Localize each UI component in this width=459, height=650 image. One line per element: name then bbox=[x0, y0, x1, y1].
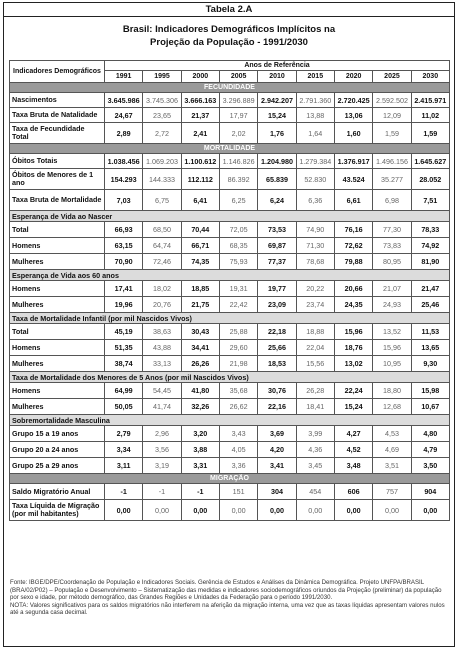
value-cell: -1 bbox=[105, 484, 143, 500]
table-row bbox=[10, 442, 450, 458]
title-line-2: Projeção da População - 1991/2030 bbox=[150, 36, 308, 48]
value-cell: 13,88 bbox=[296, 108, 334, 123]
table-row bbox=[10, 356, 450, 372]
value-cell: 26,28 bbox=[296, 383, 334, 399]
row-label: Mulheres bbox=[10, 399, 105, 415]
table-row bbox=[10, 500, 450, 521]
value-cell: 7,03 bbox=[105, 190, 143, 211]
title-line-1: Brasil: Indicadores Demográficos Implícitos na bbox=[122, 24, 336, 35]
value-cell: -1 bbox=[181, 484, 219, 500]
value-cell: 75,93 bbox=[219, 254, 257, 270]
table-row bbox=[10, 340, 450, 356]
section-band-migracao bbox=[10, 474, 450, 484]
value-cell: 4,69 bbox=[373, 442, 411, 458]
value-cell: 3.645.986 bbox=[105, 93, 143, 108]
value-cell: 13,06 bbox=[334, 108, 372, 123]
value-cell: 3,34 bbox=[105, 442, 143, 458]
value-cell: 54,45 bbox=[143, 383, 181, 399]
value-cell: 15,96 bbox=[334, 324, 372, 340]
value-cell: 66,71 bbox=[181, 238, 219, 254]
row-label: Grupo 20 a 24 anos bbox=[10, 442, 105, 458]
table-row bbox=[10, 222, 450, 238]
value-cell: 78,68 bbox=[296, 254, 334, 270]
value-cell: 0,00 bbox=[373, 500, 411, 521]
value-cell: 74,35 bbox=[181, 254, 219, 270]
value-cell: 10,67 bbox=[411, 399, 449, 415]
value-cell: 15,24 bbox=[258, 108, 296, 123]
row-label: Taxa Bruta de Mortalidade bbox=[10, 190, 105, 211]
value-cell: 3,31 bbox=[181, 458, 219, 474]
value-cell: 68,35 bbox=[219, 238, 257, 254]
value-cell: 3,43 bbox=[219, 426, 257, 442]
row-label: Total bbox=[10, 324, 105, 340]
value-cell: 4,80 bbox=[411, 426, 449, 442]
year-header: 2020 bbox=[334, 71, 372, 83]
value-cell: 3,51 bbox=[373, 458, 411, 474]
value-cell: 10,95 bbox=[373, 356, 411, 372]
value-cell: 13,02 bbox=[334, 356, 372, 372]
years-header: Anos de Referência bbox=[105, 61, 450, 71]
value-cell: 80,95 bbox=[373, 254, 411, 270]
value-cell: 1.100.612 bbox=[181, 154, 219, 169]
value-cell: 22,18 bbox=[258, 324, 296, 340]
value-cell: 26,26 bbox=[181, 356, 219, 372]
value-cell: 11,02 bbox=[411, 108, 449, 123]
value-cell: 73,53 bbox=[258, 222, 296, 238]
value-cell: 35,68 bbox=[219, 383, 257, 399]
value-cell: 21,47 bbox=[411, 281, 449, 297]
value-cell: 29,60 bbox=[219, 340, 257, 356]
value-cell: 1,59 bbox=[373, 123, 411, 144]
year-header: 2000 bbox=[181, 71, 219, 83]
value-cell: 3,41 bbox=[258, 458, 296, 474]
value-cell: 3,20 bbox=[181, 426, 219, 442]
value-cell: 23,65 bbox=[143, 108, 181, 123]
value-cell: 2,96 bbox=[143, 426, 181, 442]
value-cell: 0,00 bbox=[258, 500, 296, 521]
value-cell: 72,46 bbox=[143, 254, 181, 270]
indicators-table bbox=[9, 60, 450, 521]
value-cell: 1.376.917 bbox=[334, 154, 372, 169]
table-row bbox=[10, 426, 450, 442]
value-cell: 20,22 bbox=[296, 281, 334, 297]
value-cell: 4,27 bbox=[334, 426, 372, 442]
value-cell: 21,37 bbox=[181, 108, 219, 123]
value-cell: 4,36 bbox=[296, 442, 334, 458]
value-cell: 32,26 bbox=[181, 399, 219, 415]
value-cell: 1.279.384 bbox=[296, 154, 334, 169]
value-cell: 38,63 bbox=[143, 324, 181, 340]
row-label: Homens bbox=[10, 383, 105, 399]
value-cell: 15,24 bbox=[334, 399, 372, 415]
value-cell: 6,36 bbox=[296, 190, 334, 211]
value-cell: 12,68 bbox=[373, 399, 411, 415]
value-cell: 43.524 bbox=[334, 169, 372, 190]
value-cell: 1,60 bbox=[334, 123, 372, 144]
year-header: 1995 bbox=[143, 71, 181, 83]
table-row bbox=[10, 190, 450, 211]
value-cell: 454 bbox=[296, 484, 334, 500]
value-cell: 24,67 bbox=[105, 108, 143, 123]
source-text: Fonte: IBGE/DPE/Coordenação de População e Indicadores Sociais. Gerência de Estudos e Análises da Dinâmica Demográfica. Projeto UNFPA/BRASIL (BRA/02/P02) – População e Desenvolvimento – Sistematização das medidas e indicadores sociodemográficos oriundos da Projeção (preliminar) da população por sexo e idade, por método demográfico, das Grandes Regiões e Unidades da Federação para o período 1991/2030. bbox=[10, 579, 442, 602]
value-cell: 81,90 bbox=[411, 254, 449, 270]
value-cell: 18,02 bbox=[143, 281, 181, 297]
value-cell: 6,25 bbox=[219, 190, 257, 211]
value-cell: 2,41 bbox=[181, 123, 219, 144]
subheader-row bbox=[10, 372, 450, 383]
value-cell: 606 bbox=[334, 484, 372, 500]
table-row bbox=[10, 169, 450, 190]
value-cell: 17,97 bbox=[219, 108, 257, 123]
value-cell: 15,56 bbox=[296, 356, 334, 372]
value-cell: 1.069.203 bbox=[143, 154, 181, 169]
subheader-esperanca60: Esperança de Vida aos 60 anos bbox=[10, 270, 450, 281]
value-cell: 3,50 bbox=[411, 458, 449, 474]
section-title: MORTALIDADE bbox=[10, 144, 450, 154]
value-cell: 304 bbox=[258, 484, 296, 500]
value-cell: 64,99 bbox=[105, 383, 143, 399]
value-cell: 0,00 bbox=[105, 500, 143, 521]
section-title: FECUNDIDADE bbox=[10, 83, 450, 93]
year-header: 1991 bbox=[105, 71, 143, 83]
value-cell: 2.720.425 bbox=[334, 93, 372, 108]
year-header: 2010 bbox=[258, 71, 296, 83]
value-cell: 22,42 bbox=[219, 297, 257, 313]
row-label: Nascimentos bbox=[10, 93, 105, 108]
value-cell: 52.830 bbox=[296, 169, 334, 190]
table-row bbox=[10, 281, 450, 297]
value-cell: 2.791.360 bbox=[296, 93, 334, 108]
value-cell: 6,61 bbox=[334, 190, 372, 211]
value-cell: 2.415.971 bbox=[411, 93, 449, 108]
value-cell: 25,66 bbox=[258, 340, 296, 356]
row-label: Mulheres bbox=[10, 254, 105, 270]
row-label: Taxa Bruta de Natalidade bbox=[10, 108, 105, 123]
value-cell: 26,62 bbox=[219, 399, 257, 415]
row-label: Taxa de Fecundidade Total bbox=[10, 123, 105, 144]
value-cell: 19,31 bbox=[219, 281, 257, 297]
value-cell: 144.333 bbox=[143, 169, 181, 190]
subheader-tm5: Taxa de Mortalidade dos Menores de 5 Anos (por mil Nascidos Vivos) bbox=[10, 372, 450, 383]
value-cell: 3,45 bbox=[296, 458, 334, 474]
value-cell: 70,90 bbox=[105, 254, 143, 270]
row-label: Taxa Líquida de Migração (por mil habitantes) bbox=[10, 500, 105, 521]
value-cell: 77,30 bbox=[373, 222, 411, 238]
row-label: Grupo 15 a 19 anos bbox=[10, 426, 105, 442]
value-cell: 1,76 bbox=[258, 123, 296, 144]
section-band-mortalidade bbox=[10, 144, 450, 154]
value-cell: 2,72 bbox=[143, 123, 181, 144]
value-cell: 1.146.826 bbox=[219, 154, 257, 169]
value-cell: 3,88 bbox=[181, 442, 219, 458]
table-row bbox=[10, 238, 450, 254]
value-cell: 70,44 bbox=[181, 222, 219, 238]
indicators-header: Indicadores Demográficos bbox=[10, 61, 105, 83]
value-cell: 154.293 bbox=[105, 169, 143, 190]
value-cell: 34,41 bbox=[181, 340, 219, 356]
table-row bbox=[10, 254, 450, 270]
source-note bbox=[10, 579, 452, 617]
value-cell: 1.038.456 bbox=[105, 154, 143, 169]
row-label: Grupo 25 a 29 anos bbox=[10, 458, 105, 474]
value-cell: 4,53 bbox=[373, 426, 411, 442]
value-cell: 22,04 bbox=[296, 340, 334, 356]
value-cell: 74,92 bbox=[411, 238, 449, 254]
value-cell: 73,83 bbox=[373, 238, 411, 254]
note-text: NOTA: Valores significativos para os saldos migratórios não interferem na aferição da migração interna, uma vez que as taxas líquidas apresentam valores nulos até a segunda casa decimal. bbox=[10, 601, 445, 617]
table-row bbox=[10, 324, 450, 340]
value-cell: 15,98 bbox=[411, 383, 449, 399]
table-row bbox=[10, 108, 450, 123]
row-label: Homens bbox=[10, 238, 105, 254]
subheader-tmi: Taxa de Mortalidade Infantil (por mil Nascidos Vivos) bbox=[10, 313, 450, 324]
value-cell: 45,19 bbox=[105, 324, 143, 340]
value-cell: 20,66 bbox=[334, 281, 372, 297]
value-cell: 3.745.306 bbox=[143, 93, 181, 108]
value-cell: 71,30 bbox=[296, 238, 334, 254]
value-cell: 2,89 bbox=[105, 123, 143, 144]
header-row-top bbox=[10, 61, 450, 71]
value-cell: 25,88 bbox=[219, 324, 257, 340]
value-cell: 0,00 bbox=[334, 500, 372, 521]
table-row bbox=[10, 93, 450, 108]
value-cell: 0,00 bbox=[296, 500, 334, 521]
value-cell: 1,64 bbox=[296, 123, 334, 144]
value-cell: 3.666.163 bbox=[181, 93, 219, 108]
value-cell: 79,88 bbox=[334, 254, 372, 270]
value-cell: 35.277 bbox=[373, 169, 411, 190]
value-cell: 1.496.156 bbox=[373, 154, 411, 169]
table-row bbox=[10, 383, 450, 399]
value-cell: 112.112 bbox=[181, 169, 219, 190]
value-cell: 63,15 bbox=[105, 238, 143, 254]
value-cell: 21,98 bbox=[219, 356, 257, 372]
value-cell: 23,74 bbox=[296, 297, 334, 313]
value-cell: 68,50 bbox=[143, 222, 181, 238]
row-label: Mulheres bbox=[10, 297, 105, 313]
value-cell: 2.942.207 bbox=[258, 93, 296, 108]
value-cell: 33,13 bbox=[143, 356, 181, 372]
value-cell: 64,74 bbox=[143, 238, 181, 254]
row-label: Óbitos de Menores de 1 ano bbox=[10, 169, 105, 190]
value-cell: 24,93 bbox=[373, 297, 411, 313]
subheader-esperanca: Esperança de Vida ao Nascer bbox=[10, 211, 450, 222]
section-band-fecundidade bbox=[10, 83, 450, 93]
document-page bbox=[3, 2, 455, 647]
value-cell: 4,05 bbox=[219, 442, 257, 458]
value-cell: 21,07 bbox=[373, 281, 411, 297]
value-cell: 19,77 bbox=[258, 281, 296, 297]
section-title: MIGRAÇÃO bbox=[10, 474, 450, 484]
value-cell: 2,79 bbox=[105, 426, 143, 442]
row-label: Mulheres bbox=[10, 356, 105, 372]
value-cell: 18,85 bbox=[181, 281, 219, 297]
value-cell: 3,48 bbox=[334, 458, 372, 474]
value-cell: 72,62 bbox=[334, 238, 372, 254]
table-row bbox=[10, 399, 450, 415]
value-cell: 6,75 bbox=[143, 190, 181, 211]
value-cell: 13,52 bbox=[373, 324, 411, 340]
value-cell: 77,37 bbox=[258, 254, 296, 270]
value-cell: 9,30 bbox=[411, 356, 449, 372]
value-cell: 4,52 bbox=[334, 442, 372, 458]
table-row bbox=[10, 484, 450, 500]
value-cell: 0,00 bbox=[143, 500, 181, 521]
value-cell: 0,00 bbox=[181, 500, 219, 521]
value-cell: 4,20 bbox=[258, 442, 296, 458]
value-cell: 6,98 bbox=[373, 190, 411, 211]
subheader-row bbox=[10, 415, 450, 426]
value-cell: 66,93 bbox=[105, 222, 143, 238]
value-cell: 41,74 bbox=[143, 399, 181, 415]
row-label: Total bbox=[10, 222, 105, 238]
table-row bbox=[10, 458, 450, 474]
subheader-sobremortalidade: Sobremortalidade Masculina bbox=[10, 415, 450, 426]
value-cell: 24,35 bbox=[334, 297, 372, 313]
value-cell: 69,87 bbox=[258, 238, 296, 254]
value-cell: 30,76 bbox=[258, 383, 296, 399]
table-row bbox=[10, 154, 450, 169]
value-cell: 3,11 bbox=[105, 458, 143, 474]
value-cell: 18,76 bbox=[334, 340, 372, 356]
value-cell: 151 bbox=[219, 484, 257, 500]
year-header: 2025 bbox=[373, 71, 411, 83]
value-cell: 17,41 bbox=[105, 281, 143, 297]
row-label: Óbitos Totais bbox=[10, 154, 105, 169]
value-cell: 1.204.980 bbox=[258, 154, 296, 169]
value-cell: 4,79 bbox=[411, 442, 449, 458]
row-label: Saldo Migratório Anual bbox=[10, 484, 105, 500]
value-cell: -1 bbox=[143, 484, 181, 500]
row-label: Homens bbox=[10, 281, 105, 297]
value-cell: 50,05 bbox=[105, 399, 143, 415]
value-cell: 2,02 bbox=[219, 123, 257, 144]
value-cell: 22,24 bbox=[334, 383, 372, 399]
value-cell: 18,53 bbox=[258, 356, 296, 372]
value-cell: 22,16 bbox=[258, 399, 296, 415]
value-cell: 1,59 bbox=[411, 123, 449, 144]
value-cell: 11,53 bbox=[411, 324, 449, 340]
value-cell: 3,56 bbox=[143, 442, 181, 458]
table-row bbox=[10, 297, 450, 313]
table-title bbox=[4, 18, 454, 56]
value-cell: 0,00 bbox=[219, 500, 257, 521]
value-cell: 1.645.627 bbox=[411, 154, 449, 169]
value-cell: 72,05 bbox=[219, 222, 257, 238]
value-cell: 76,16 bbox=[334, 222, 372, 238]
value-cell: 18,88 bbox=[296, 324, 334, 340]
value-cell: 78,33 bbox=[411, 222, 449, 238]
table-label: Tabela 2.A bbox=[4, 3, 454, 17]
value-cell: 25,46 bbox=[411, 297, 449, 313]
value-cell: 19,96 bbox=[105, 297, 143, 313]
value-cell: 3,19 bbox=[143, 458, 181, 474]
year-header: 2005 bbox=[219, 71, 257, 83]
value-cell: 2.592.502 bbox=[373, 93, 411, 108]
value-cell: 41,80 bbox=[181, 383, 219, 399]
value-cell: 18,41 bbox=[296, 399, 334, 415]
year-header: 2015 bbox=[296, 71, 334, 83]
subheader-row bbox=[10, 313, 450, 324]
value-cell: 13,65 bbox=[411, 340, 449, 356]
value-cell: 20,76 bbox=[143, 297, 181, 313]
value-cell: 3,99 bbox=[296, 426, 334, 442]
value-cell: 86.392 bbox=[219, 169, 257, 190]
value-cell: 6,24 bbox=[258, 190, 296, 211]
table-row bbox=[10, 123, 450, 144]
value-cell: 6,41 bbox=[181, 190, 219, 211]
value-cell: 65.839 bbox=[258, 169, 296, 190]
subheader-row bbox=[10, 270, 450, 281]
value-cell: 38,74 bbox=[105, 356, 143, 372]
value-cell: 21,75 bbox=[181, 297, 219, 313]
value-cell: 15,96 bbox=[373, 340, 411, 356]
subheader-row bbox=[10, 211, 450, 222]
value-cell: 3.296.889 bbox=[219, 93, 257, 108]
value-cell: 757 bbox=[373, 484, 411, 500]
value-cell: 0,00 bbox=[411, 500, 449, 521]
value-cell: 28.052 bbox=[411, 169, 449, 190]
value-cell: 30,43 bbox=[181, 324, 219, 340]
value-cell: 74,90 bbox=[296, 222, 334, 238]
value-cell: 18,80 bbox=[373, 383, 411, 399]
row-label: Homens bbox=[10, 340, 105, 356]
value-cell: 51,35 bbox=[105, 340, 143, 356]
year-header: 2030 bbox=[411, 71, 449, 83]
value-cell: 904 bbox=[411, 484, 449, 500]
value-cell: 12,09 bbox=[373, 108, 411, 123]
value-cell: 3,36 bbox=[219, 458, 257, 474]
value-cell: 3,69 bbox=[258, 426, 296, 442]
value-cell: 23,09 bbox=[258, 297, 296, 313]
value-cell: 7,51 bbox=[411, 190, 449, 211]
value-cell: 43,88 bbox=[143, 340, 181, 356]
